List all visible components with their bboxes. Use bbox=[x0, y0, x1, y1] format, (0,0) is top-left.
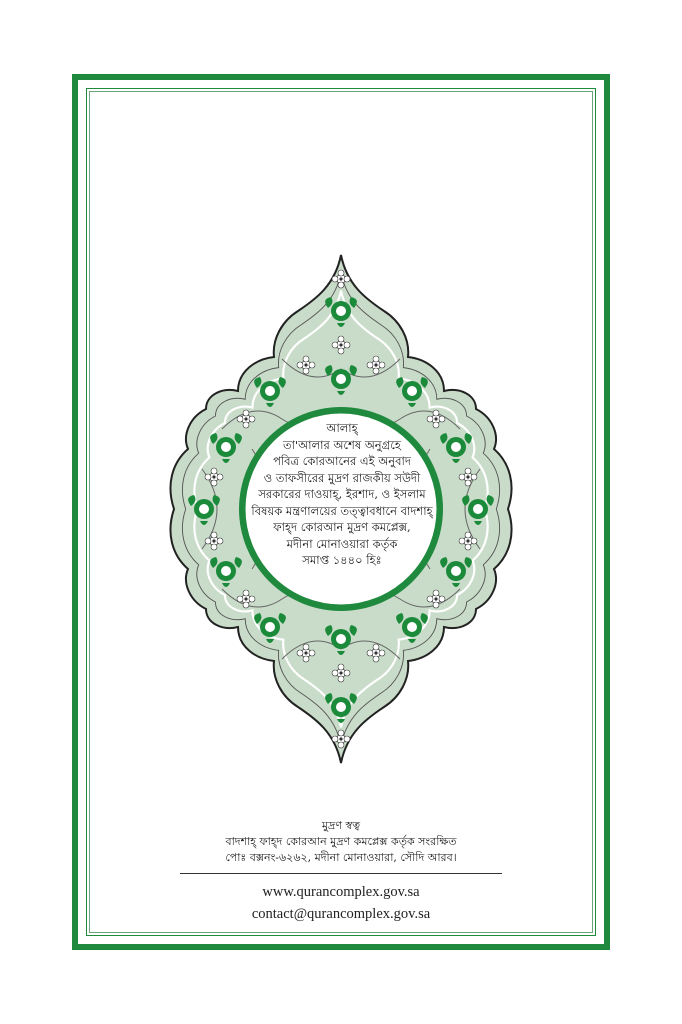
email-link[interactable]: contact@qurancomplex.gov.sa bbox=[251, 906, 431, 922]
contact-block bbox=[180, 881, 502, 925]
copyright-title: মুদ্রণ স্বত্ব bbox=[321, 819, 361, 832]
medallion-line: সমাপ্ত ১৪৪০ হিঃ bbox=[302, 553, 382, 567]
medallion-line: ও তাফসীরের মুদ্রণ রাজকীয় সউদী bbox=[263, 470, 421, 485]
medallion-line: বিষয়ক মন্ত্রণালয়ের তত্ত্বাবধানে বাদশাহ্ bbox=[251, 503, 433, 518]
copyright-line: বাদশাহ্ ফাহ্দ কোরআন মুদ্রণ কমপ্লেক্স কর্তৃক সংরক্ষিত bbox=[225, 835, 457, 848]
medallion-line: তা'আলার অশেষ অনুগ্রহে bbox=[283, 437, 401, 452]
medallion-line: পবিত্র কোরআনের এই অনুবাদ bbox=[273, 454, 411, 468]
medallion-line: সরকারের দাওয়াহ্, ইরশাদ, ও ইসলাম bbox=[258, 487, 426, 501]
website-link[interactable]: www.qurancomplex.gov.sa bbox=[262, 884, 420, 900]
medallion-line: মদীনা মোনাওয়ারা কর্তৃক bbox=[286, 536, 398, 551]
medallion-text bbox=[244, 420, 440, 569]
medallion-line: ফাহ্‌দ কোরআন মুদ্রণ কমপ্লেক্স, bbox=[273, 520, 411, 534]
divider bbox=[180, 873, 502, 874]
copyright-block bbox=[180, 818, 502, 866]
medallion-line: আলাহ্ bbox=[326, 421, 358, 435]
address-line: পোঃ বক্সনং-৬২৬২, মদীনা মোনাওয়ারা, সৌদি আরব। bbox=[225, 851, 457, 864]
